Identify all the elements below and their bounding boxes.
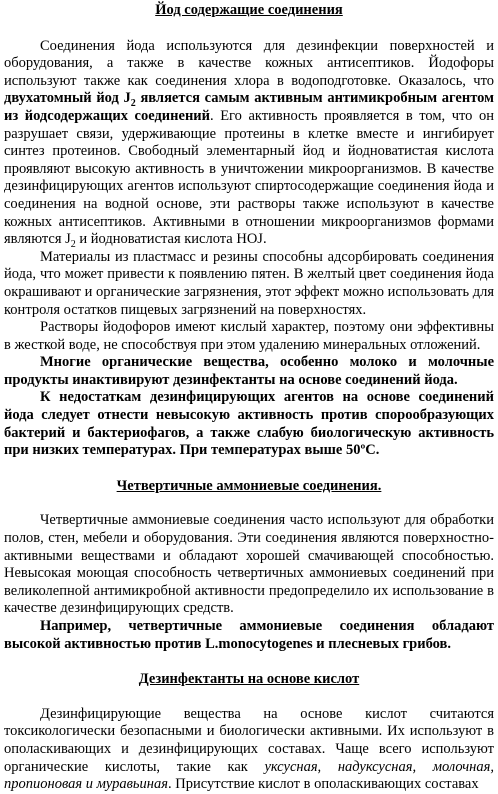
iodine-p1-bold-2: является самым активным антимикробным агентом из йодсодержащих соединений bbox=[4, 90, 494, 124]
quaternary-paragraph-2 bbox=[4, 618, 494, 653]
iodine-paragraph-5 bbox=[4, 389, 494, 459]
section-title-acids: Дезинфектанты на основе кислот bbox=[138, 671, 360, 688]
iodine-p1-bold-1: двухатомный йод J bbox=[4, 90, 131, 107]
iodine-p1-sub: 2 bbox=[70, 239, 76, 251]
acids-p1-text-2: . Присутствие кислот в ополаскивающих составах bbox=[167, 776, 479, 793]
acids-p1-italic: уксусная, надуксусная, молочная, пропионовая и муравьиная bbox=[4, 758, 494, 793]
quaternary-paragraph-1: Четвертичные аммониевые соединения часто используют для обработки полов, стен, мебели и оборудования. Эти соединения являются поверхностно-активными веществами и обладают хорошей смачивающей способностью. Невысокая моющая способность четвертичных аммониевых соединений при великолепной антимикробной активности предопределило их использование в качестве дезинфицирующих средств. bbox=[4, 512, 494, 617]
iodine-p1-bold-sub: 2 bbox=[130, 98, 136, 110]
section-title-iodine: Йод содержащие соединения bbox=[155, 2, 343, 18]
iodine-p4-bold: Многие органические вещества, особенно молоко и молочные продукты инактивируют дезинфектанты на основе соединений йода. bbox=[4, 354, 494, 388]
section-title-quaternary: Четвертичные аммониевые соединения. bbox=[116, 477, 382, 494]
acids-p1-text-1: Дезинфицирующие вещества на основе кислот считаются токсикологически безопасными и биологически активными. Их используют в ополаскивающих и дезинфицирующих составах. Чаще всего используют органические кислоты, такие как bbox=[4, 705, 494, 775]
iodine-paragraph-3: Растворы йодофоров имеют кислый характер, поэтому они эффективны в жесткой воде, не способствуя при этом удалению минеральных отложений. bbox=[4, 319, 494, 353]
iodine-paragraph-2: Материалы из пластмасс и резины способны адсорбировать соединения йода, что может привести к появлению пятен. В желтый цвет соединения йода окрашивают и органические загрязнения, этот эффект можно использовать для контроля остатков пищевых загрязнений на поверхностях. bbox=[4, 248, 494, 318]
iodine-paragraph-1 bbox=[4, 38, 494, 249]
iodine-p1-text-2: . Его активность проявляется в том, что он разрушает связи, удерживающие протеины в клетке вместе и ингибирует синтез протеинов. Свободный элементарный йод и йодноватистая кислота проявляют высокую активность в уничтожении микроорганизмов. В качестве дезинфицирующих агентов используют спиртосодержащие соединения йода и соединения на водной основе, эти растворы также используют в качестве кожных антисептиков. Активными в отношении микроорганизмов формами являются J bbox=[4, 107, 494, 248]
quaternary-p2-bold: Например, четвертичные аммониевые соединения обладают высокой активностью против L.monocytogenes и плесневых грибов. bbox=[4, 618, 494, 652]
iodine-p1-text-1: Соединения йода используются для дезинфекции поверхностей и оборудования, а также в качестве кожных антисептиков. Йодофоры используют также как соединения хлора в водоподготовке. Оказалось, что bbox=[4, 37, 494, 89]
iodine-p1-text-3: и йодноватистая кислота HOJ. bbox=[75, 231, 267, 248]
iodine-p5-bold: К недостаткам дезинфицирующих агентов на основе соединений йода следует отнести невысокую активность против спорообразующих бактерий и бактериофагов, а также слабую биологическую активность при низких температурах. При температурах выше 50ºС. bbox=[4, 389, 494, 459]
iodine-paragraph-4 bbox=[4, 354, 494, 389]
acids-paragraph-1 bbox=[4, 706, 494, 794]
